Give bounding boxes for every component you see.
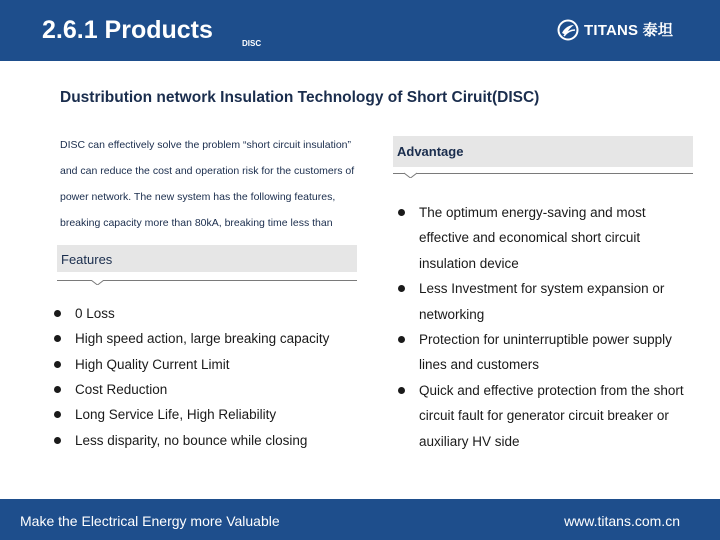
footer-bar [0, 499, 720, 540]
titans-logo-icon [557, 19, 579, 41]
features-heading: Features [61, 252, 113, 267]
footer-website-link[interactable]: www.titans.com.cn [564, 513, 680, 529]
advantage-divider [393, 173, 693, 174]
bullet-icon [398, 387, 405, 394]
footer-slogan: Make the Electrical Energy more Valuable [20, 513, 280, 529]
intro-paragraph: DISC can effectively solve the problem “short circuit insulation” and can reduce the cost and operation risk for the customers of power network. The new system has the following features, breaking capacity more than 80kA, breaking time less than [60, 139, 355, 229]
advantage-heading: Advantage [397, 144, 464, 159]
list-item: 0 Loss [54, 301, 329, 326]
list-item: Quick and effective protection from the short circuit fault for generator circuit breaker or auxiliary HV side [398, 378, 689, 454]
features-list [54, 301, 329, 453]
bullet-icon [54, 361, 61, 368]
company-logo [557, 18, 673, 42]
advantage-pointer-icon [404, 169, 417, 178]
list-item: Cost Reduction [54, 377, 329, 402]
logo-text: TITANS 泰坦 [584, 21, 674, 39]
bullet-icon [398, 209, 405, 216]
list-item: Long Service Life, High Reliability [54, 402, 329, 427]
advantage-list [398, 200, 689, 454]
list-item: Protection for uninterruptible power supply lines and customers [398, 327, 689, 378]
list-item: Less disparity, no bounce while closing [54, 427, 329, 452]
list-item: High Quality Current Limit [54, 352, 329, 377]
header-bar [0, 0, 720, 61]
slide-heading: Dustribution network Insulation Technology of Short Ciruit(DISC) [60, 89, 540, 106]
bullet-icon [54, 310, 61, 317]
page-title: 2.6.1 Products [42, 16, 213, 44]
bullet-icon [54, 386, 61, 393]
list-item: The optimum energy-saving and most effective and economical short circuit insulation device [398, 200, 689, 276]
bullet-icon [398, 336, 405, 343]
bullet-icon [54, 437, 61, 444]
bullet-icon [54, 411, 61, 418]
features-pointer-icon [91, 276, 104, 285]
bullet-icon [398, 285, 405, 292]
list-item: Less Investment for system expansion or networking [398, 276, 689, 327]
page-subtitle: DISC [242, 39, 262, 48]
bullet-icon [54, 335, 61, 342]
list-item: High speed action, large breaking capacity [54, 326, 329, 351]
